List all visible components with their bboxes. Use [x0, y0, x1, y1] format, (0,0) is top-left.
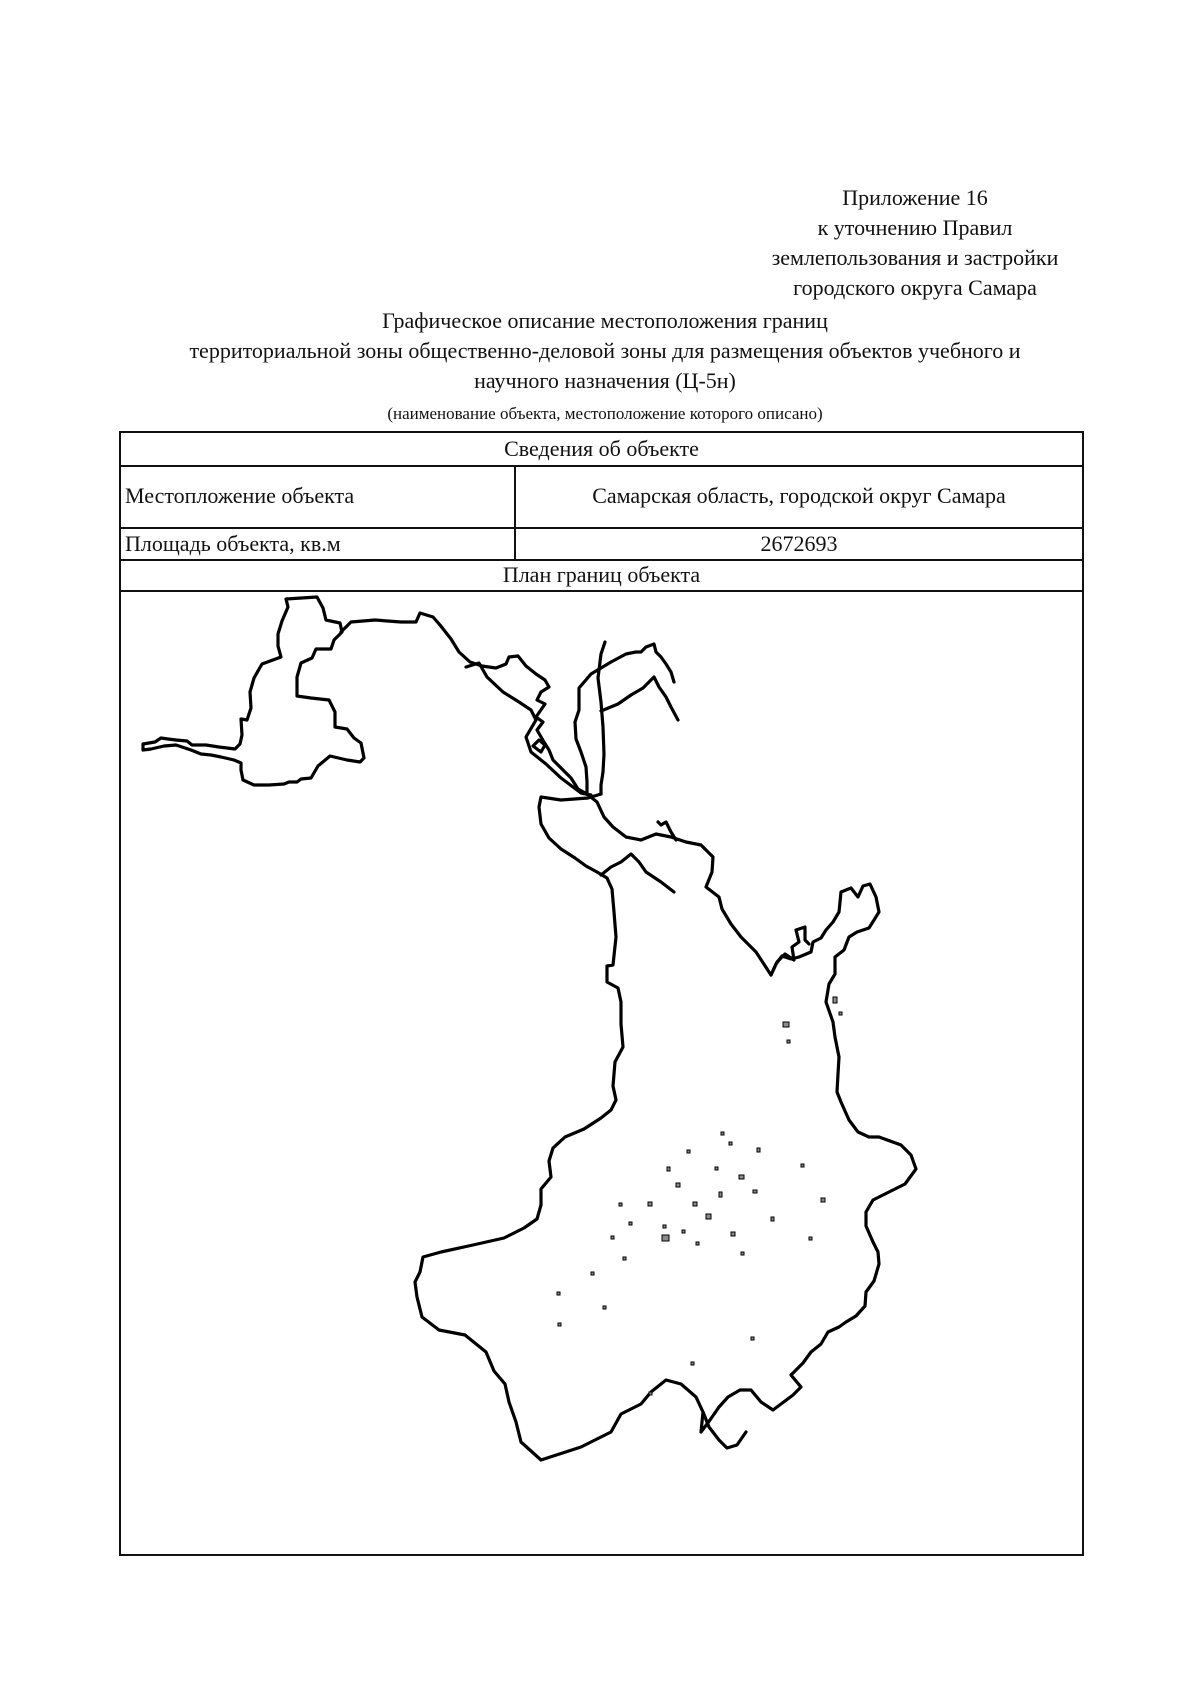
zone-boundary-northeast [601, 677, 678, 720]
appendix-header [690, 183, 1140, 303]
parcel [833, 997, 837, 1003]
table-row-area [121, 529, 1082, 561]
parcel [648, 1202, 652, 1206]
parcel [787, 1040, 790, 1043]
parcel [667, 1167, 670, 1171]
location-label: Местопложение объекта [121, 467, 516, 527]
parcel [691, 1362, 694, 1365]
appendix-line-4: городского округа Самара [793, 275, 1037, 300]
parcel [706, 1214, 711, 1219]
parcel [751, 1337, 754, 1340]
object-caption: (наименование объекта, местоположение которого описано) [387, 404, 823, 423]
document-title [110, 306, 1100, 396]
parcel [623, 1257, 626, 1260]
parcel [558, 1323, 561, 1326]
parcel [741, 1252, 744, 1255]
appendix-line-3: землепользования и застройки [771, 245, 1059, 270]
parcel [757, 1148, 760, 1152]
parcel [809, 1237, 812, 1240]
appendix-line-2: к уточнению Правил [817, 215, 1013, 240]
parcel [687, 1150, 690, 1153]
parcel [719, 1192, 722, 1197]
table-row-location [121, 467, 1082, 529]
area-label: Площадь объекта, кв.м [121, 529, 516, 559]
zone-boundary-east-loop [771, 927, 809, 975]
parcel [801, 1164, 804, 1167]
location-value: Самарская область, городской округ Самара [592, 483, 1006, 508]
zone-boundary-river-2 [466, 663, 591, 795]
parcel [783, 1022, 789, 1027]
parcel [619, 1203, 622, 1206]
small-parcels [557, 997, 842, 1395]
zone-boundary-channel-2 [415, 794, 916, 1460]
parcel [557, 1292, 560, 1295]
parcel [753, 1190, 757, 1193]
parcel [839, 1012, 842, 1015]
parcel [611, 1236, 614, 1239]
parcel [771, 1217, 774, 1221]
object-info-table [119, 431, 1084, 1556]
parcel [629, 1222, 632, 1225]
zone-boundary-main [143, 597, 364, 785]
parcel [731, 1232, 735, 1236]
parcel [682, 1230, 685, 1233]
table-header: Сведения об объекте [121, 433, 1082, 467]
parcel [663, 1225, 666, 1228]
title-line-1: Графическое описание местоположения границ [382, 308, 828, 333]
plan-header: План границ объекта [121, 561, 1082, 592]
parcel [649, 1392, 652, 1395]
boundary-plan [121, 592, 1082, 1554]
boundary-map [121, 592, 1082, 1554]
parcel [715, 1167, 718, 1170]
parcel [591, 1272, 594, 1275]
title-line-3: научного назначения (Ц-5н) [474, 368, 736, 393]
parcel [662, 1235, 669, 1241]
zone-boundary-river-inner [533, 740, 545, 752]
parcel [729, 1142, 732, 1145]
appendix-number: Приложение 16 [842, 185, 988, 210]
parcel [696, 1242, 699, 1245]
title-line-2: территориальной зоны общественно-деловой зоны для размещения объектов учебного и [189, 338, 1021, 363]
parcel [603, 1306, 606, 1309]
parcel [721, 1132, 724, 1135]
zone-boundary-south-tail [703, 1412, 746, 1448]
parcel [821, 1198, 825, 1202]
parcel [739, 1175, 744, 1179]
parcel [676, 1183, 680, 1187]
parcel [693, 1202, 697, 1206]
zone-boundary-north [575, 644, 674, 794]
area-value: 2672693 [760, 531, 838, 556]
